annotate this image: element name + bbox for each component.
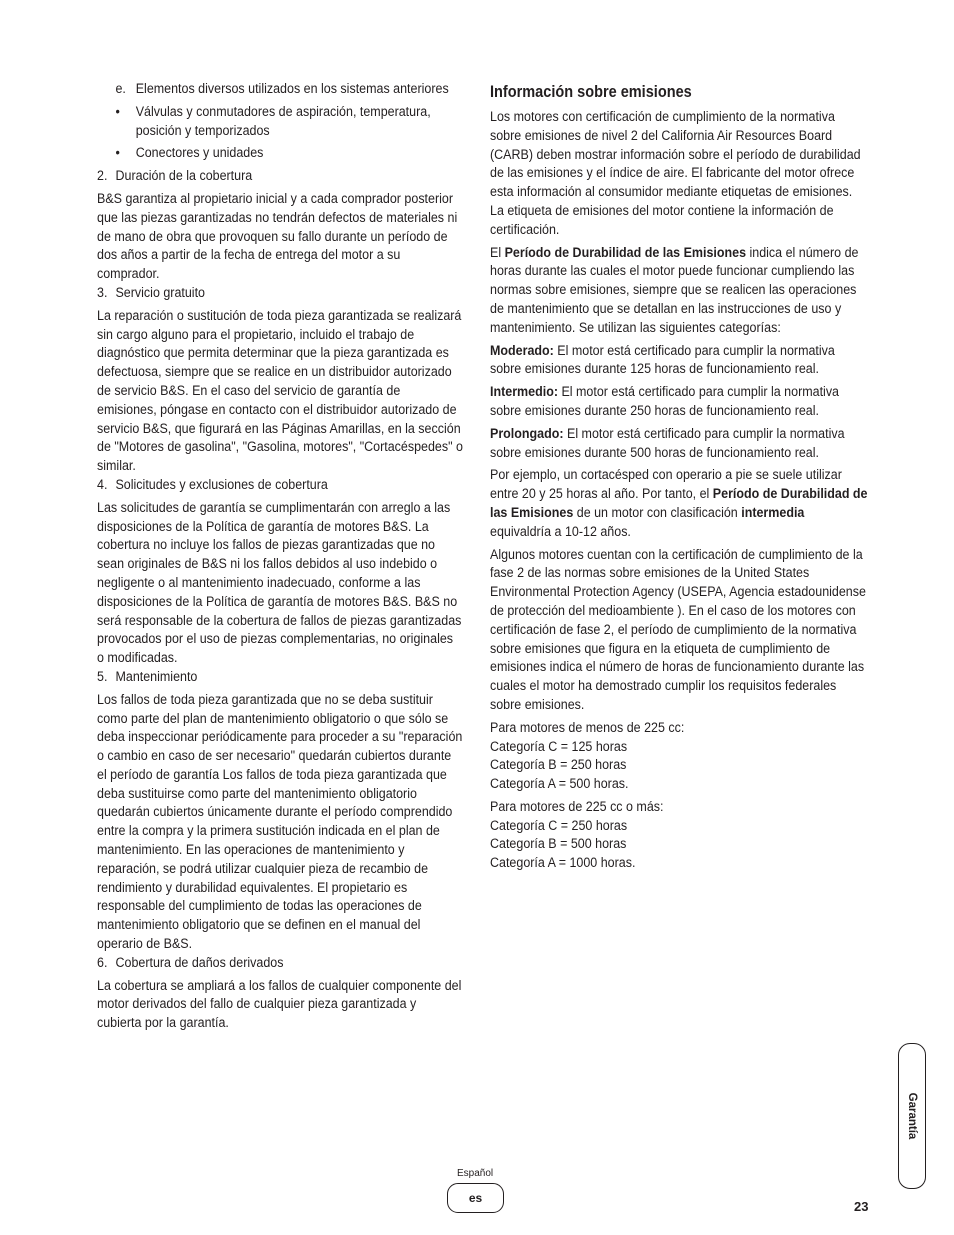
large-engines-line: Categoría C = 250 horas bbox=[490, 817, 628, 834]
list-item-e bbox=[115, 80, 463, 99]
section-5-body: Los fallos de toda pieza garantizada que no se deba sustituir como parte del plan de mantenimiento obligatorio o que sólo se deba inspeccionar periódicamente para proceder a su "reparación o cambio en caso de ser necesario" quedarán cubiertos durante el período de garantía Los fallos de toda pieza garantizada que deba sustituirse como parte del mantenimiento obligatorio quedarán cubiertos únicamente durante el período comprendido entre la compra y la primera sustitución indicada en el plan de mantenimiento. En las operaciones de mantenimiento y reparación, se podrá utilizar cualquier pieza de recambio de rendimiento y durabilidad equivalentes. El propietario es responsable del cumplimiento de todas las operaciones de mantenimiento obligatorio que se definen en el manual del operario de B&S. bbox=[97, 691, 463, 953]
section-4-body: Las solicitudes de garantía se cumplimentarán con arreglo a las disposiciones de la Política de garantía de motores B&S. La cobertura no incluye los fallos de piezas garantizadas que no sean originales de B&S ni los fallos debidos al uso indebido o negligente o al mantenimiento inadecuado, conforme a las disposiciones de la Política de garantía de motores B&S. B&S no será responsable de la cobertura de fallos de piezas garantizadas provocados por el uso de piezas complementarias, no originales o modificadas. bbox=[97, 499, 462, 667]
section-title: Solicitudes y exclusiones de cobertura bbox=[115, 476, 328, 493]
section-title: Mantenimiento bbox=[115, 668, 198, 685]
large-engines-line: Categoría A = 1000 horas. bbox=[490, 855, 636, 872]
period-rest: indica el número de horas durante las cuales el motor puede funcionar cumpliendo las normas sobre emisiones, siempre que se realicen las operaciones de mantenimiento que se detallan en las instrucciones de uso y mantenimiento. Se utilizan las siguientes categorías: bbox=[490, 244, 859, 336]
section-title: Cobertura de daños derivados bbox=[115, 954, 284, 971]
right-column bbox=[490, 80, 868, 873]
section-6-body: La cobertura se ampliará a los fallos de cualquier componente del motor derivados del fallo de cualquier pieza garantizada y cubierta por la garantía. bbox=[97, 977, 462, 1032]
bullet-text: Válvulas y conmutadores de aspiración, temperatura, posición y temporizados bbox=[135, 103, 431, 139]
language-code: es bbox=[468, 1191, 483, 1205]
small-engines-title: Para motores de menos de 225 cc: bbox=[490, 719, 685, 736]
section-4-title bbox=[97, 476, 463, 495]
small-engines-line: Categoría B = 250 horas bbox=[490, 757, 627, 774]
bullet-text: Conectores y unidades bbox=[135, 145, 264, 162]
list-item-text: Elementos diversos utilizados en los sistemas anteriores bbox=[135, 81, 449, 97]
bullet-marker: • bbox=[115, 145, 120, 162]
section-number: 4. bbox=[97, 476, 108, 493]
small-engines-line: Categoría A = 500 horas. bbox=[490, 776, 629, 793]
section-title: Servicio gratuito bbox=[115, 284, 206, 301]
category-text: El motor está certificado para cumplir la normativa sobre emisiones durante 125 horas de funcionamiento real. bbox=[490, 342, 835, 378]
large-engines-title: Para motores de 225 cc o más: bbox=[490, 798, 664, 815]
example-part1: Por ejemplo, un cortacésped con operario a pie se suele utilizar entre 20 y 25 horas al año. Por tanto, el bbox=[490, 467, 842, 503]
epa-paragraph: Algunos motores cuentan con la certificación de cumplimiento de la fase 2 de las normas sobre emisiones de la United States Environmental Protection Agency (USEPA, Agencia estadounidense de protección del medioambiente ). En el caso de los motores con certificación de fase 2, el período de cumplimiento de la normativa sobre emisiones que figura en la etiqueta de cumplimiento de emisiones indica el número de horas de funcionamiento durante las cuales el motor ha demostrado cumplir los requisitos federales sobre emisiones. bbox=[490, 546, 866, 713]
example-part2: de un motor con clasificación bbox=[573, 504, 742, 521]
category-moderado bbox=[490, 342, 868, 380]
section-2-body: B&S garantiza al propietario inicial y a cada comprador posterior que las piezas garantizadas no tendrán defectos de materiales ni de mano de obra que provoquen su fallo durante un período de dos años a partir de la fecha de entrega del motor a su comprador. bbox=[97, 190, 458, 283]
period-prefix: El bbox=[490, 244, 505, 261]
section-number: 2. bbox=[97, 168, 108, 185]
category-label: Prolongado: bbox=[490, 425, 564, 442]
bullet-marker: • bbox=[115, 103, 120, 120]
list-marker: e. bbox=[115, 81, 126, 97]
small-engines-block bbox=[490, 719, 868, 794]
bullet-item bbox=[115, 103, 463, 141]
side-tab-label: Garantía bbox=[906, 1092, 918, 1140]
category-label: Intermedio: bbox=[490, 384, 558, 401]
example-part3: equivaldría a 10-12 años. bbox=[490, 523, 631, 540]
bullet-item bbox=[115, 144, 463, 163]
period-bold-term: Período de Durabilidad de las Emisiones bbox=[504, 244, 747, 261]
section-3-body: La reparación o sustitución de toda pieza garantizada se realizará sin cargo alguno para el propietario, incluido el trabajo de diagnóstico que permita determinar que la pieza garantizada es defectuosa, siempre que se realice en un distribuidor autorizado de servicio B&S. En el caso del servicio de garantía de emisiones, póngase en contacto con el distribuidor autorizado de servicio B&S, que figurará en las Páginas Amarillas, en la sección de "Motores de gasolina", "Gasolina, motores", "Cortacéspedes" o similar. bbox=[97, 307, 463, 475]
section-number: 6. bbox=[97, 954, 108, 971]
language-badge bbox=[447, 1183, 504, 1213]
example-bold2: intermedia bbox=[741, 504, 805, 521]
left-column bbox=[97, 80, 463, 1033]
emissions-heading: Información sobre emisiones bbox=[490, 83, 692, 101]
small-engines-line: Categoría C = 125 horas bbox=[490, 738, 628, 755]
section-number: 3. bbox=[97, 284, 108, 301]
large-engines-line: Categoría B = 500 horas bbox=[490, 836, 627, 853]
intro-paragraph: Los motores con certificación de cumplimiento de la normativa sobre emisiones de nivel 2 del California Air Resources Board (CARB) deben mostrar información sobre el período de durabilidad de las emisiones y el índice de aire. El fabricante del motor ofrece esta información al consumidor mediante etiquetas de emisiones. La etiqueta de emisiones del motor contiene la información de certificación. bbox=[490, 109, 861, 238]
category-text: El motor está certificado para cumplir la normativa sobre emisiones durante 250 horas de funcionamiento real. bbox=[490, 384, 840, 419]
section-6-title bbox=[97, 954, 463, 973]
example-bold1: Período de Durabilidad de las Emisiones bbox=[490, 486, 868, 521]
language-label: Español bbox=[457, 1168, 494, 1179]
section-5-title bbox=[97, 668, 463, 687]
category-label: Moderado: bbox=[490, 342, 554, 359]
category-intermedio bbox=[490, 383, 868, 421]
durability-period-paragraph bbox=[490, 244, 868, 338]
section-2-title bbox=[97, 167, 463, 186]
example-paragraph bbox=[490, 466, 868, 541]
large-engines-block bbox=[490, 798, 868, 873]
category-text: El motor está certificado para cumplir la normativa sobre emisiones durante 500 horas de funcionamiento real. bbox=[490, 425, 845, 461]
section-title: Duración de la cobertura bbox=[115, 168, 253, 185]
page-number: 23 bbox=[854, 1199, 869, 1214]
section-number: 5. bbox=[97, 668, 108, 685]
section-3-title bbox=[97, 284, 463, 303]
category-prolongado bbox=[490, 425, 868, 463]
section-side-tab bbox=[898, 1043, 926, 1189]
